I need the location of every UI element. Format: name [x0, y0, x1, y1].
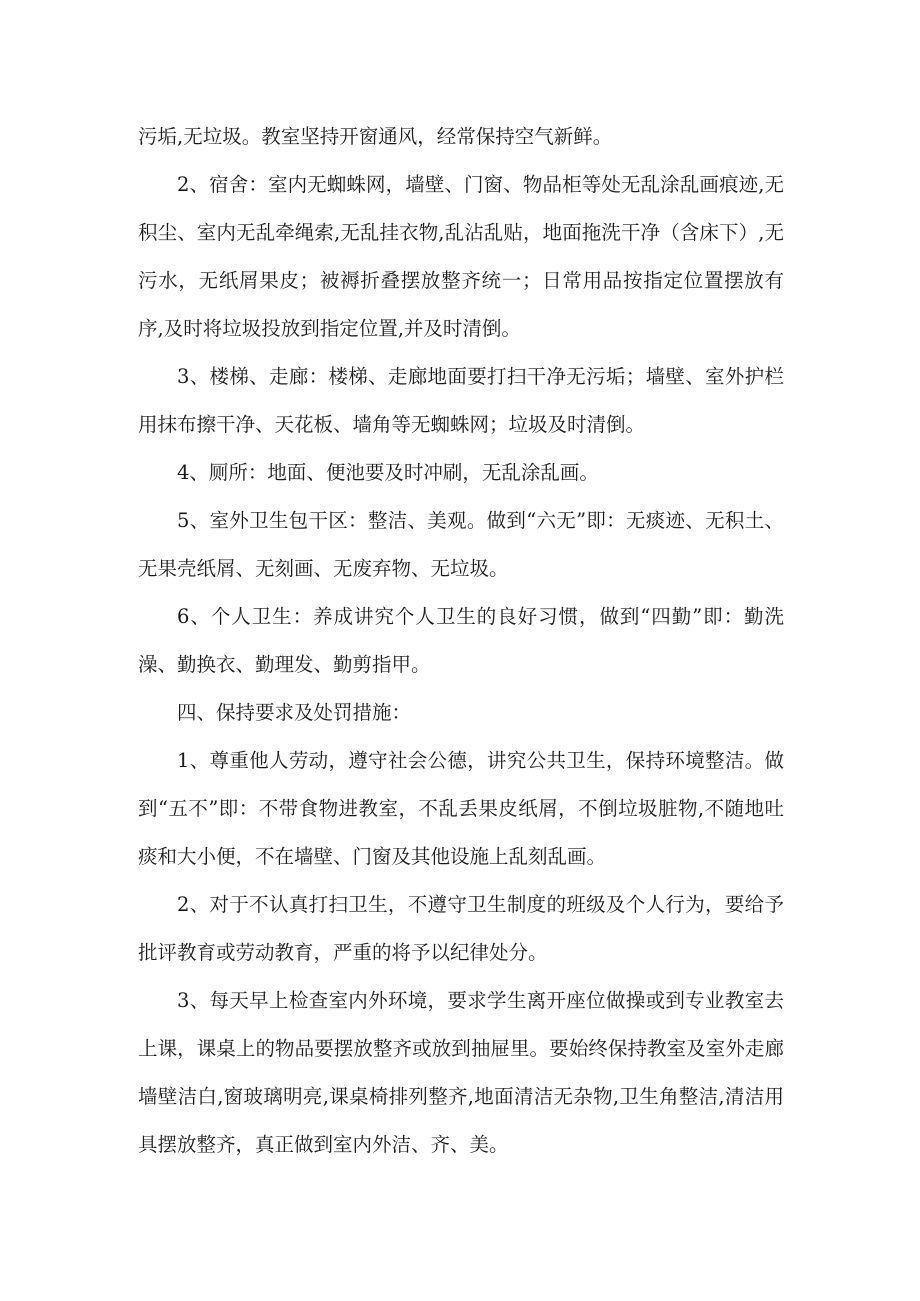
paragraph-daily-inspection: 3、每天早上检查室内外环境，要求学生离开座位做操或到专业教室去上课，课桌上的物品要摆放整齐或放到抽屉里。要始终保持教室及室外走廊墙壁洁白,窗玻璃明亮,课桌椅排列整齐,地面清洁无杂物,卫生角整洁,清洁用具摆放整齐，真正做到室内外洁、齐、美。 — [138, 989, 784, 1156]
document-body — [138, 113, 784, 1169]
paragraph-continuation: 污垢,无垃圾。教室坚持开窗通风，经常保持空气新鲜。 — [138, 125, 613, 148]
section-heading-requirements: 四、保持要求及处罚措施： — [177, 701, 412, 724]
paragraph-toilet: 4、厕所：地面、便池要及时冲刷，无乱涂乱画。 — [177, 461, 599, 484]
paragraph-outdoor-area: 5、室外卫生包干区：整洁、美观。做到“六无”即：无痰迹、无积土、无果壳纸屑、无刻画、无废弃物、无垃圾。 — [138, 509, 784, 580]
paragraph-respect-labor: 1、尊重他人劳动，遵守社会公德，讲究公共卫生，保持环境整洁。做到“五不”即：不带食物进教室，不乱丢果皮纸屑，不倒垃圾脏物,不随地吐痰和大小便，不在墙壁、门窗及其他设施上乱刻乱画。 — [138, 749, 784, 868]
paragraph-stairs-corridor: 3、楼梯、走廊：楼梯、走廊地面要打扫干净无污垢；墙壁、室外护栏用抹布擦干净、天花板、墙角等无蜘蛛网；垃圾及时清倒。 — [138, 365, 784, 436]
paragraph-dormitory: 2、宿舍：室内无蜘蛛网，墙壁、门窗、物品柜等处无乱涂乱画痕迹,无积尘、室内无乱牵绳索,无乱挂衣物,乱沾乱贴，地面拖洗干净（含床下）,无污水，无纸屑果皮；被褥折叠摆放整齐统一；日常用品按指定位置摆放有序,及时将垃圾投放到指定位置,并及时清倒。 — [138, 173, 784, 340]
paragraph-penalties: 2、对于不认真打扫卫生，不遵守卫生制度的班级及个人行为，要给予批评教育或劳动教育，严重的将予以纪律处分。 — [138, 893, 784, 964]
paragraph-personal-hygiene: 6、个人卫生：养成讲究个人卫生的良好习惯，做到“四勤”即：勤洗澡、勤换衣、勤理发、勤剪指甲。 — [138, 605, 784, 676]
